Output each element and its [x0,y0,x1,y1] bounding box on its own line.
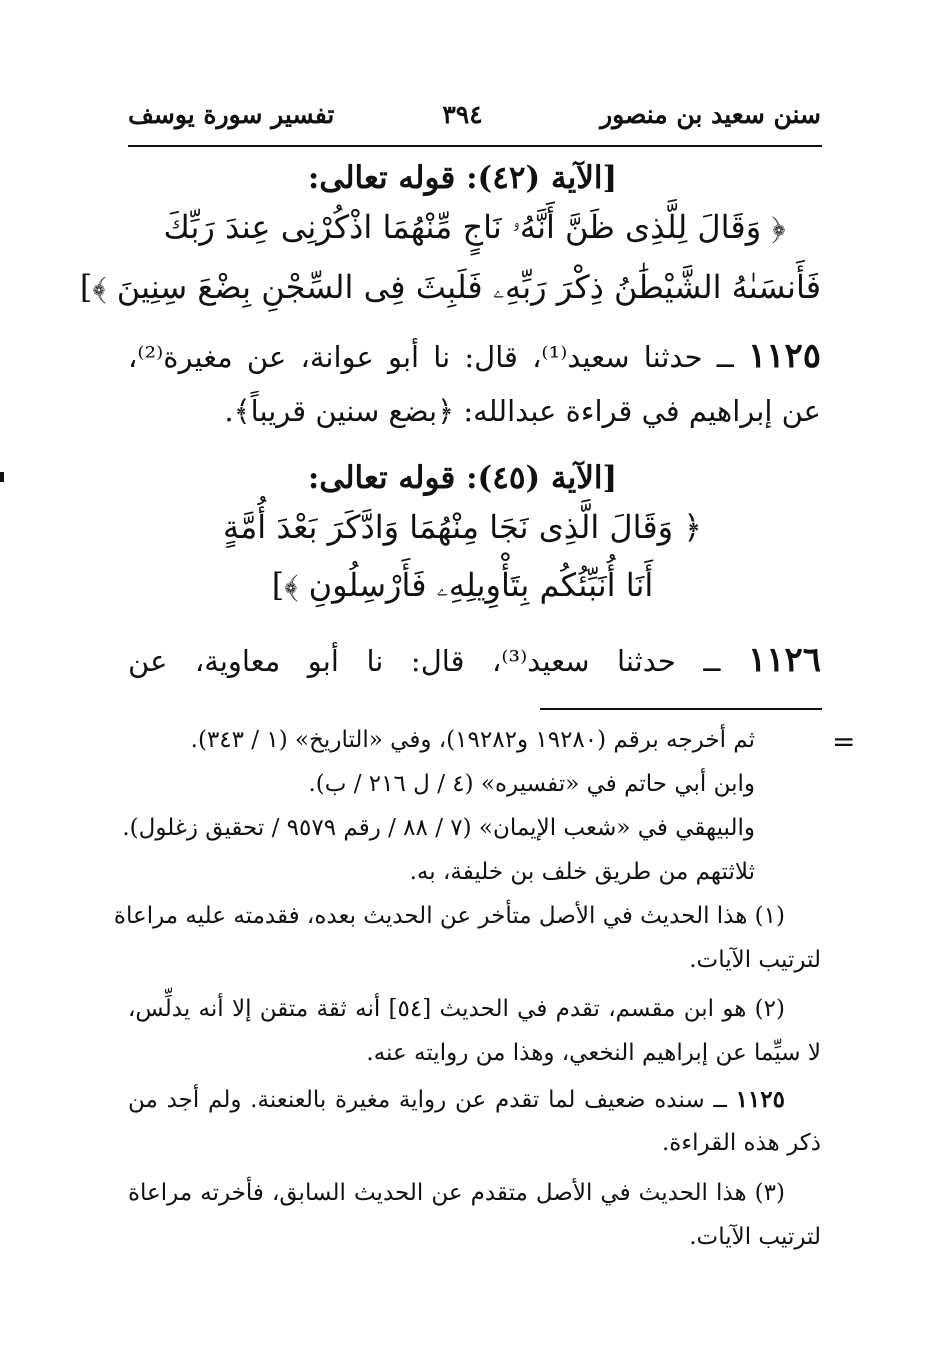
verse-42-line-1: ﴿ وَقَالَ لِلَّذِى ظَنَّ أَنَّهُۥ نَاجٍ مِّنْهُمَا اذْكُرْنِى عِندَ رَبِّكَ [163,208,786,246]
hadith-number: ١١٢٦ [747,640,821,680]
verse-45-line-1: ﴿ وَقَالَ الَّذِى نَجَا مِنْهُمَا وَادَّكَرَ بَعْدَ أُمَّةٍ [222,508,703,546]
page-number: ٣٩٤ [442,100,483,129]
hadith-1126-line-1 [128,640,821,680]
verse-45-line-2: أَنَا أُنَبِّئُكُم بِتَأْوِيلِهِۦ فَأَرْسِلُونِ ﴾] [271,566,654,604]
heading-verse-42: [الآية (٤٢): قوله تعالى: [307,160,618,196]
footnote-continued-line-1: ثم أخرجه برقم (١٩٢٨٠ و١٩٢٨٢)، وفي «التاريخ» (١ / ٣٤٣). [190,727,755,753]
footnote-3-line-2: لترتيب الآيات. [689,1224,821,1250]
section-title: تفسير سورة يوسف [128,100,335,129]
continuation-mark: = [832,725,856,758]
book-title: سنن سعيد بن منصور [600,100,821,129]
note-number: ١١٢٥ [735,1086,785,1113]
verse-42-line-2: فَأَنسَىٰهُ الشَّيْطَٰنُ ذِكْرَ رَبِّهِۦ فَلَبِثَ فِى السِّجْنِ بِضْعَ سِنِينَ ﴾] [79,268,821,306]
footnote-3-line-1: (٣) هذا الحديث في الأصل متقدم عن الحديث السابق، فأخرته مراعاة [128,1180,785,1206]
hadith-text: ــ حدثنا سعيد⁽³⁾، قال: نا أبو معاوية، عن [128,644,721,678]
footnote-continued-line-3: والبيهقي في «شعب الإيمان» (٧ / ٨٨ / رقم ٩٥٧٩ / تحقيق زغلول). [122,815,755,841]
hadith-text: ــ حدثنا سعيد⁽¹⁾، قال: نا أبو عوانة، عن مغيرة⁽²⁾، [128,340,734,374]
footnote-2-line-1: (٢) هو ابن مقسم، تقدم في الحديث [٥٤] أنه ثقة متقن إلا أنه يدلِّس، [128,996,785,1022]
header-rule [128,145,822,147]
note-1125-line-2: ذكر هذه القراءة. [661,1130,821,1156]
note-1125-line-1 [128,1086,785,1113]
footnote-1-line-1: (١) هذا الحديث في الأصل متأخر عن الحديث بعده، فقدمته عليه مراعاة [113,903,785,929]
scan-edge-mark [0,472,4,482]
heading-verse-45: [الآية (٤٥): قوله تعالى: [307,460,618,496]
footnote-1-line-2: لترتيب الآيات. [689,947,821,973]
note-text: ــ سنده ضعيف لما تقدم عن رواية مغيرة بالعنعنة. ولم أجد من [128,1087,727,1113]
footnote-continued-line-2: وابن أبي حاتم في «تفسيره» (٤ / ل ٢١٦ / ب). [308,771,755,797]
hadith-1125-line-2: عن إبراهيم في قراءة عبدالله: ﴿بضع سنين قريباً﴾. [224,394,821,428]
footnote-2-line-2: لا سيِّما عن إبراهيم النخعي، وهذا من روايته عنه. [366,1040,821,1066]
hadith-number: ١١٢٥ [747,336,821,376]
hadith-1125-line-1 [128,336,821,376]
footnote-divider [540,708,822,710]
footnote-continued-line-4: ثلاثتهم من طريق خلف بن خليفة، به. [409,859,755,885]
